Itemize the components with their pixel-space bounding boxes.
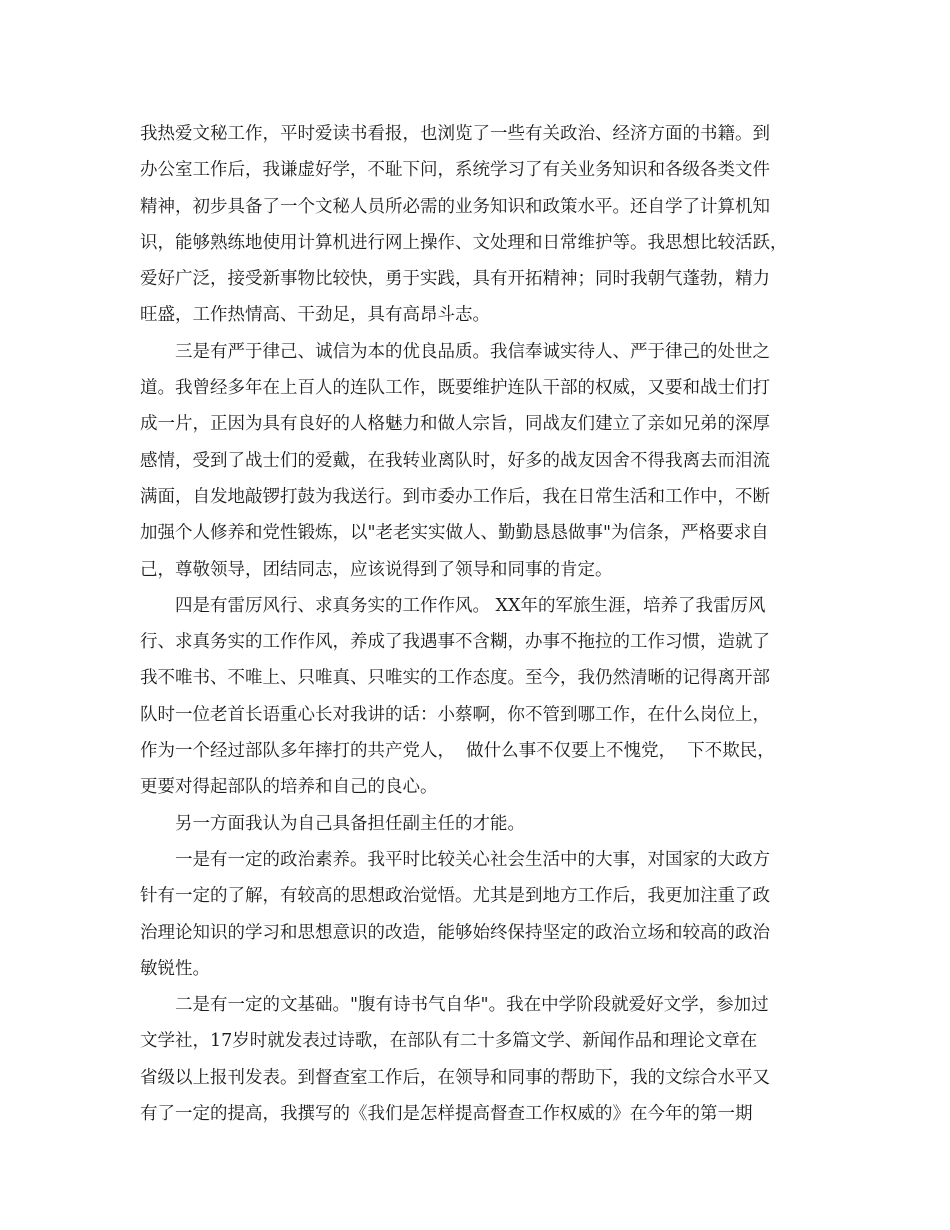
text-line: 爱好广泛，接受新事物比较快，勇于实践，具有开拓精神；同时我朝气蓬勃，精力 [140, 269, 770, 290]
text-line: 我不唯书、不唯上、只唯真、只唯实的工作态度。至今，我仍然清晰的记得离开部 [140, 668, 770, 689]
text-line: 己，尊敬领导，团结同志，应该说得到了领导和同事的肯定。 [140, 559, 613, 580]
text-line: 三是有严于律己、诚信为本的优良品质。我信奉诚实待人、严于律己的处世之 [140, 341, 770, 362]
text-line: 省级以上报刊发表。到督查室工作后，在领导和同事的帮助下，我的文综合水平又 [140, 1067, 770, 1088]
text-line: 队时一位老首长语重心长对我讲的话：小蔡啊，你不管到哪工作，在什么岗位上， [140, 704, 770, 725]
text-line: 识，能够熟练地使用计算机进行网上操作、文处理和日常维护等。我思想比较活跃， [140, 232, 788, 253]
text-line: 敏锐性。 [140, 958, 210, 979]
document-body [140, 116, 820, 1132]
text-line: 针有一定的了解，有较高的思想政治觉悟。尤其是到地方工作后，我更加注重了政 [140, 886, 770, 907]
text-line: 作为一个经过部队多年摔打的共产党人， 做什么事不仅要上不愧党， 下不欺民， [140, 741, 775, 762]
text-line: 旺盛，工作热情高、干劲足，具有高昂斗志。 [140, 305, 490, 326]
text-line: 四是有雷厉风行、求真务实的工作作风。 XX年的军旅生涯，培养了我雷厉风 [140, 595, 766, 616]
text-line: 治理论知识的学习和思想意识的改造，能够始终保持坚定的政治立场和较高的政治 [140, 922, 770, 943]
text-line: 加强个人修养和党性锻炼，以"老老实实做人、勤勤恳恳做事"为信条，严格要求自 [140, 523, 769, 544]
text-line: 满面，自发地敲锣打鼓为我送行。到市委办工作后，我在日常生活和工作中，不断 [140, 486, 770, 507]
text-line: 成一片，正因为具有良好的人格魅力和做人宗旨，同战友们建立了亲如兄弟的深厚 [140, 414, 770, 435]
text-line: 更要对得起部队的培养和自己的良心。 [140, 777, 438, 798]
text-line: 感情，受到了战士们的爱戴，在我转业离队时，好多的战友因舍不得我离去而泪流 [140, 450, 770, 471]
text-line: 一是有一定的政治素养。我平时比较关心社会生活中的大事，对国家的大政方 [140, 849, 770, 870]
text-line: 行、求真务实的工作作风，养成了我遇事不含糊，办事不拖拉的工作习惯，造就了 [140, 632, 770, 653]
text-line: 我热爱文秘工作，平时爱读书看报，也浏览了一些有关政治、经济方面的书籍。到 [140, 124, 770, 144]
text-line: 另一方面我认为自己具备担任副主任的才能。 [140, 813, 525, 834]
text-line: 二是有一定的文基础。"腹有诗书气自华"。我在中学阶段就爱好文学，参加过 [140, 995, 769, 1016]
text-line: 道。我曾经多年在上百人的连队工作，既要维护连队干部的权威，又要和战士们打 [140, 378, 770, 399]
text-line: 文学社，17岁时就发表过诗歌，在部队有二十多篇文学、新闻作品和理论文章在 [140, 1031, 758, 1052]
text-line: 有了一定的提高，我撰写的《我们是怎样提高督查工作权威的》在今年的第一期 [140, 1104, 753, 1125]
text-line: 办公室工作后，我谦虚好学，不耻下问，系统学习了有关业务知识和各级各类文件 [140, 160, 770, 181]
text-line: 精神，初步具备了一个文秘人员所必需的业务知识和政策水平。还自学了计算机知 [140, 196, 770, 217]
